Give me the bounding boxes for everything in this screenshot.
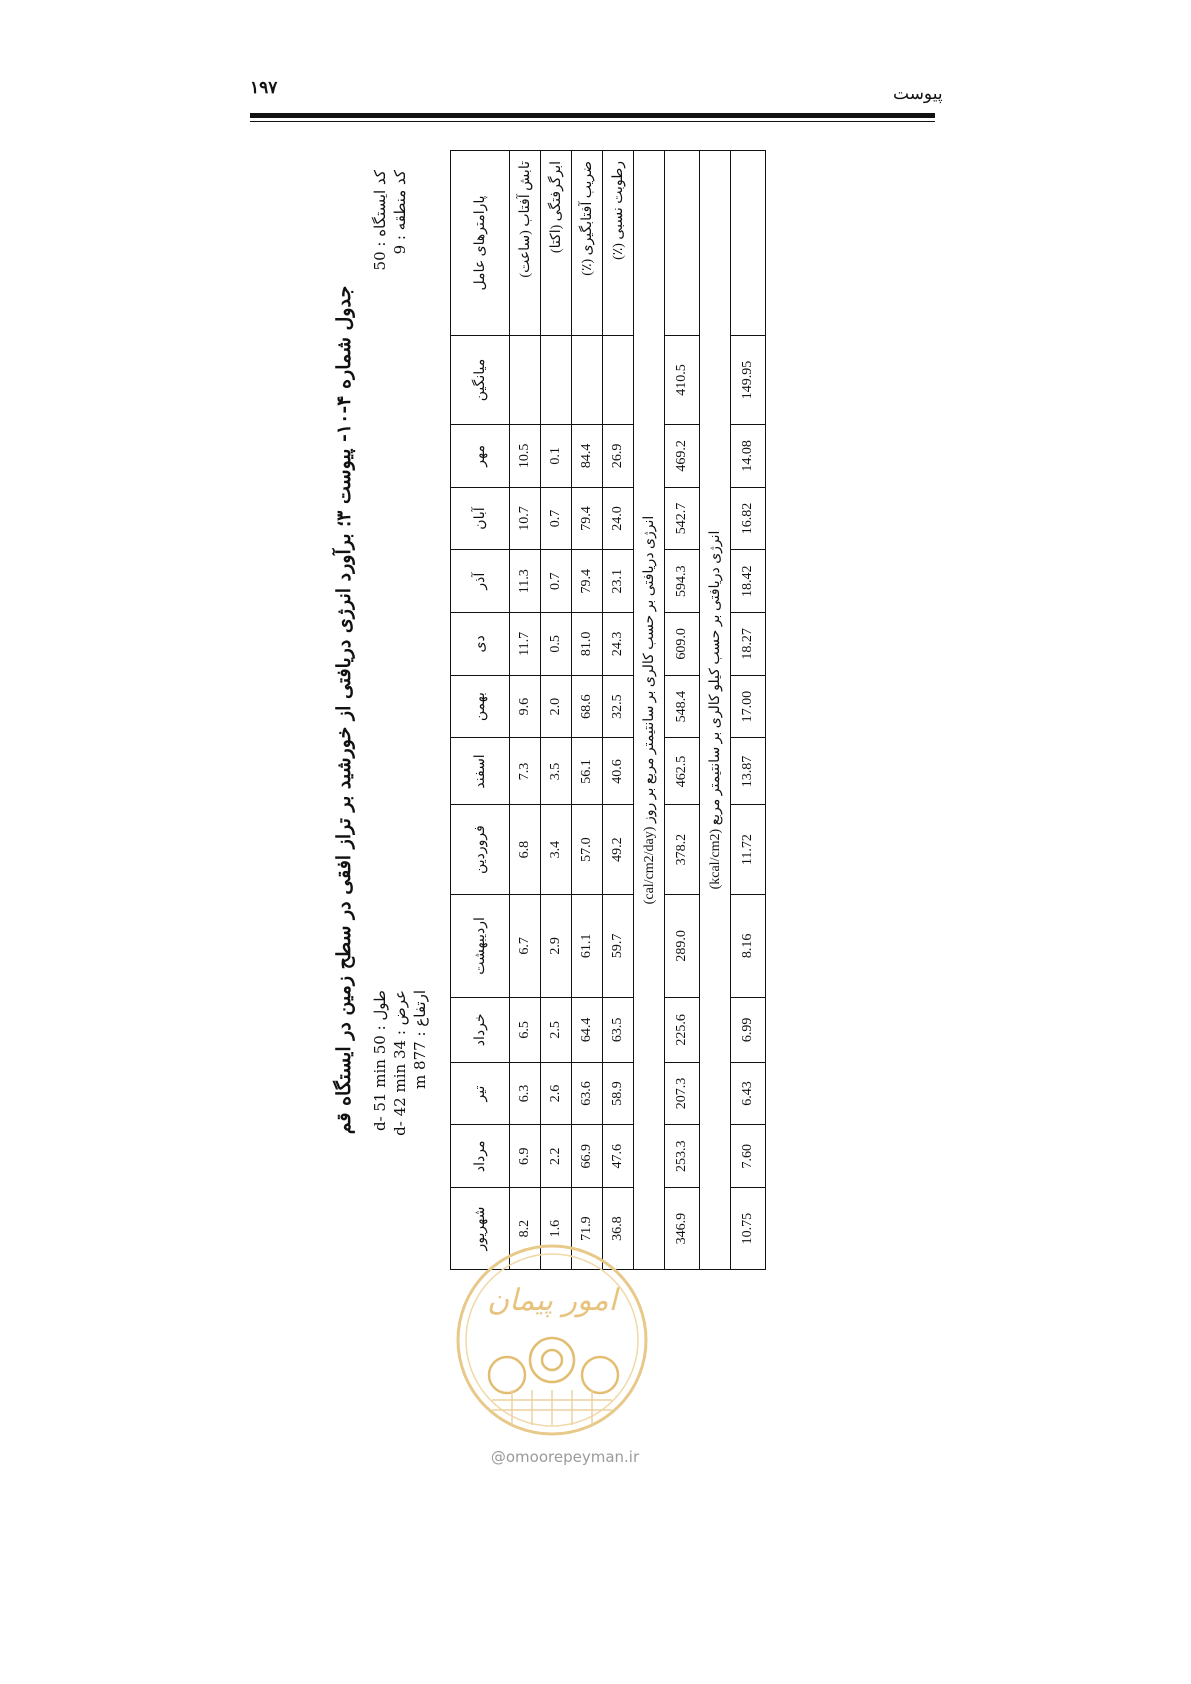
value-cell: 81.0 xyxy=(572,613,603,676)
value-cell: 542.7 xyxy=(665,487,700,550)
value-cell: 6.43 xyxy=(731,1062,766,1125)
value-cell: 10.7 xyxy=(510,487,541,550)
value-cell: 14.08 xyxy=(731,425,766,488)
month-header: آذر xyxy=(451,550,510,613)
watermark-logo xyxy=(452,1240,652,1440)
value-cell: 68.6 xyxy=(572,675,603,738)
value-cell: 2.0 xyxy=(541,675,572,738)
avg-cell: 410.5 xyxy=(665,336,700,425)
cal-values-row xyxy=(665,151,700,1270)
value-cell: 11.3 xyxy=(510,550,541,613)
value-cell: 0.7 xyxy=(541,550,572,613)
section-name: پیوست xyxy=(893,84,943,104)
value-cell: 548.4 xyxy=(665,675,700,738)
value-cell: 6.7 xyxy=(510,894,541,997)
month-header: مهر xyxy=(451,425,510,488)
grid-icon xyxy=(492,1390,612,1425)
cal-caption: انرژی دریافتی بر حسب کالری بر سانتیمتر مربع بر روز (cal/cm2/day) xyxy=(634,151,665,1270)
month-header: دی xyxy=(451,613,510,676)
value-cell: 0.7 xyxy=(541,487,572,550)
kcal-values-row xyxy=(731,151,766,1270)
value-cell: 0.1 xyxy=(541,425,572,488)
month-header: تیر xyxy=(451,1062,510,1125)
value-cell: 6.8 xyxy=(510,805,541,894)
month-header: اسفند xyxy=(451,738,510,805)
value-cell: 47.6 xyxy=(603,1125,634,1188)
value-cell: 63.5 xyxy=(603,998,634,1063)
value-cell: 63.6 xyxy=(572,1062,603,1125)
param-label: ابرگرفتگی (اکتا) xyxy=(541,151,572,336)
kcal-caption: انرژی دریافتی بر حسب کیلو کالری بر سانتیمتر مربع (kcal/cm2) xyxy=(700,151,731,1270)
value-cell: 3.4 xyxy=(541,805,572,894)
value-cell: 8.16 xyxy=(731,894,766,997)
value-cell: 10.75 xyxy=(731,1188,766,1270)
avg-cell: 149.95 xyxy=(731,336,766,425)
value-cell: 253.3 xyxy=(665,1125,700,1188)
value-cell: 9.6 xyxy=(510,675,541,738)
value-cell: 7.60 xyxy=(731,1125,766,1188)
latitude: عرض : 34 d- 42 min xyxy=(391,990,409,1136)
value-cell: 57.0 xyxy=(572,805,603,894)
avg-cell xyxy=(541,336,572,425)
value-cell: 10.5 xyxy=(510,425,541,488)
value-cell: 84.4 xyxy=(572,425,603,488)
value-cell: 66.9 xyxy=(572,1125,603,1188)
value-cell: 36.8 xyxy=(603,1188,634,1270)
value-cell: 6.99 xyxy=(731,998,766,1063)
value-cell: 6.3 xyxy=(510,1062,541,1125)
value-cell: 11.72 xyxy=(731,805,766,894)
param-row xyxy=(572,151,603,1270)
altitude: ارتفاع : 877 m xyxy=(411,990,429,1089)
value-cell: 18.42 xyxy=(731,550,766,613)
longitude: طول : 50 d- 51 min xyxy=(371,990,389,1132)
month-header: اردیبهشت xyxy=(451,894,510,997)
value-cell: 207.3 xyxy=(665,1062,700,1125)
value-cell: 56.1 xyxy=(572,738,603,805)
value-cell: 7.3 xyxy=(510,738,541,805)
value-cell: 6.9 xyxy=(510,1125,541,1188)
value-cell: 32.5 xyxy=(603,675,634,738)
value-cell: 17.00 xyxy=(731,675,766,738)
value-cell: 79.4 xyxy=(572,487,603,550)
value-cell: 13.87 xyxy=(731,738,766,805)
header-rule xyxy=(250,113,935,118)
logo-text: امور پیمان xyxy=(487,1283,617,1318)
avg-cell xyxy=(510,336,541,425)
value-cell: 594.3 xyxy=(665,550,700,613)
value-cell: 2.6 xyxy=(541,1062,572,1125)
value-cell: 61.1 xyxy=(572,894,603,997)
value-cell: 24.3 xyxy=(603,613,634,676)
param-header: پارامترهای عامل xyxy=(451,151,510,336)
gear-icon xyxy=(489,1338,618,1393)
month-header: شهریور xyxy=(451,1188,510,1270)
avg-cell xyxy=(572,336,603,425)
value-cell: 462.5 xyxy=(665,738,700,805)
cal-caption-row xyxy=(634,151,665,1270)
param-row xyxy=(603,151,634,1270)
value-cell: 71.9 xyxy=(572,1188,603,1270)
kcal-caption-row xyxy=(700,151,731,1270)
value-cell: 49.2 xyxy=(603,805,634,894)
value-cell: 23.1 xyxy=(603,550,634,613)
value-cell: 58.9 xyxy=(603,1062,634,1125)
header-row xyxy=(451,151,510,1270)
rotated-table-block xyxy=(275,150,845,1270)
header-rule-thin xyxy=(250,121,935,122)
month-header: مرداد xyxy=(451,1125,510,1188)
value-cell: 59.7 xyxy=(603,894,634,997)
value-cell: 289.0 xyxy=(665,894,700,997)
param-label: ضریب آفتابگیری (٪) xyxy=(572,151,603,336)
value-cell: 16.82 xyxy=(731,487,766,550)
energy-table xyxy=(450,150,766,1270)
month-header: بهمن xyxy=(451,675,510,738)
value-cell: 346.9 xyxy=(665,1188,700,1270)
value-cell: 3.5 xyxy=(541,738,572,805)
value-cell: 0.5 xyxy=(541,613,572,676)
page-number: ۱۹۷ xyxy=(250,78,278,98)
value-cell: 378.2 xyxy=(665,805,700,894)
value-cell: 225.6 xyxy=(665,998,700,1063)
station-code: کد ایستگاه : 50 xyxy=(371,170,389,271)
value-cell: 1.6 xyxy=(541,1188,572,1270)
value-cell: 6.5 xyxy=(510,998,541,1063)
value-cell: 609.0 xyxy=(665,613,700,676)
value-cell: 26.9 xyxy=(603,425,634,488)
param-row xyxy=(510,151,541,1270)
param-row xyxy=(541,151,572,1270)
avg-cell xyxy=(603,336,634,425)
value-cell: 24.0 xyxy=(603,487,634,550)
region-code: کد منطقه : 9 xyxy=(391,170,409,255)
param-label: تابش آفتاب (ساعت) xyxy=(510,151,541,336)
value-cell: 18.27 xyxy=(731,613,766,676)
month-header: خرداد xyxy=(451,998,510,1063)
month-header: آبان xyxy=(451,487,510,550)
value-cell: 8.2 xyxy=(510,1188,541,1270)
blank-cell xyxy=(665,151,700,336)
value-cell: 2.9 xyxy=(541,894,572,997)
value-cell: 64.4 xyxy=(572,998,603,1063)
geo-info xyxy=(370,990,430,1270)
value-cell: 40.6 xyxy=(603,738,634,805)
value-cell: 2.2 xyxy=(541,1125,572,1188)
month-header: فروردین xyxy=(451,805,510,894)
station-info xyxy=(370,170,410,370)
watermark-site: @omoorepeyman.ir xyxy=(490,1448,640,1466)
value-cell: 11.7 xyxy=(510,613,541,676)
param-label: رطوبت نسبی (٪) xyxy=(603,151,634,336)
table-title: جدول شماره ۴-۱۰- پیوست ۳؛ برآورد انرژی دریافتی از خورشید بر تراز افقی در سطح زمین در ایستگاه قم xyxy=(333,285,355,1135)
value-cell: 2.5 xyxy=(541,998,572,1063)
value-cell: 79.4 xyxy=(572,550,603,613)
blank-cell xyxy=(731,151,766,336)
value-cell: 469.2 xyxy=(665,425,700,488)
avg-header: میانگین xyxy=(451,336,510,425)
